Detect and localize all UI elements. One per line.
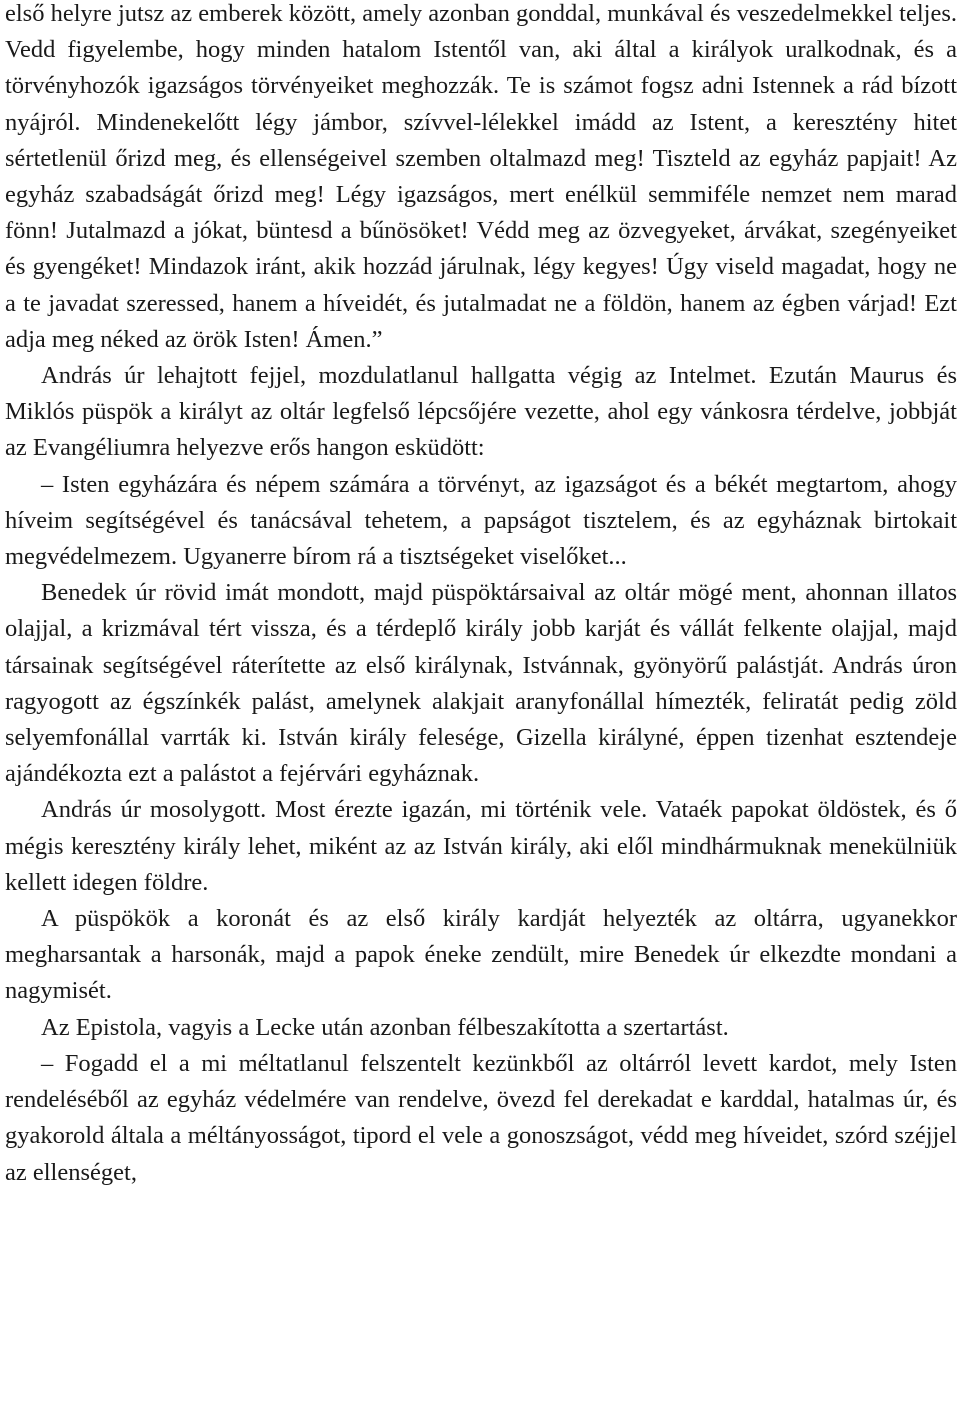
paragraph-anointing: Benedek úr rövid imát mondott, majd püspöktársaival az oltár mögé ment, ahonnan illatos olajjal, a krizmával tért vissza, és a térdeplő király jobb karját és vállát felkente olajjal, majd társainak segítségével ráterítette az első királynak, Istvánnak, gyönyörű palástját. András úron ragyogott az égszínkék palást, amelynek alakjait aranyfonállal hímezték, feliratát pedig zöld selyemfonállal varrták ki. István király felesége, Gizella királyné, éppen tizenhat esztendeje ajándékozta ezt a palástot a fejérvári egyháznak. [5,579,957,788]
paragraph-admonition-end: első helyre jutsz az emberek között, amely azonban gonddal, munkával és veszedelmekkel teljes. Vedd figyelembe, hogy minden hatalom Istentől van, aki által a királyok uralkodnak, és a törvényhozók igazságos törvényeiket meghozzák. Te is számot fogsz adni Istennek a rád bízott nyájról. Mindenekelőtt légy jámbor, szívvel-lélekkel imádd az Istent, a keresztény hitet sértetlenül őrizd meg, és ellenségeivel szemben oltalmazd meg! Tiszteld az egyház papjait! Az egyház szabadságát őrizd meg! Légy igazságos, mert enélkül semmiféle nemzet nem marad fönn! Jutalmazd a jókat, büntesd a bűnösöket! Védd meg az özvegyeket, árvákat, szegényeiket és gyengéket! Mindazok iránt, akik hozzád járulnak, légy kegyes! Úgy viseld magadat, hogy ne a te javadat szeressed, hanem a híveidét, és jutalmadat ne a földön, hanem az égben várjad! Ezt adja meg néked az örök Isten! Ámen.” [5,0,957,353]
paragraph-sword-blessing: – Fogadd el a mi méltatlanul felszentelt kezünkből az oltárról levett kardot, mely Isten rendeléséből az egyház védelmére van rendelve, övezd fel derekadat e karddal, hatalmas úr, és gyakorold általa a méltányosságot, tipord el vele a gonoszságot, védd meg híveidet, szórd széjjel az ellenséget, [5,1049,957,1186]
paragraph-oath: – Isten egyházára és népem számára a törvényt, az igazságot és a békét megtartom, ahogy híveim segítségével és tanácsával tehetem, a papságot tisztelem, és az egyháznak birtokait megvédelmezem. Ugyanerre bírom rá a tisztségeket viselőket... [5,470,957,571]
paragraph-andras-smiles: András úr mosolygott. Most érezte igazán, mi történik vele. Vataék papokat öldöstek, és ő mégis keresztény király lehet, miként az az István király, aki elől mindhármuknak menekülniük kellett idegen földre. [5,796,957,896]
paragraph-crown-on-altar: A püspökök a koronát és az első király kardját helyezték az oltárra, ugyanekkor megharsantak a harsonák, majd a papok éneke zendült, mire Benedek úr elkezdte mondani a nagymisét. [5,905,957,1005]
paragraph-epistola: Az Epistola, vagyis a Lecke után azonban félbeszakította a szertartást. [41,1013,729,1041]
book-page [5,0,957,1191]
paragraph-andras-listens: András úr lehajtott fejjel, mozdulatlanul hallgatta végig az Intelmet. Ezután Maurus és Miklós püspök a királyt az oltár legfelső lépcsőjére vezette, ahol egy vánkosra térdelve, jobbját az Evangéliumra helyezve erős hangon esküdött: [5,362,957,462]
